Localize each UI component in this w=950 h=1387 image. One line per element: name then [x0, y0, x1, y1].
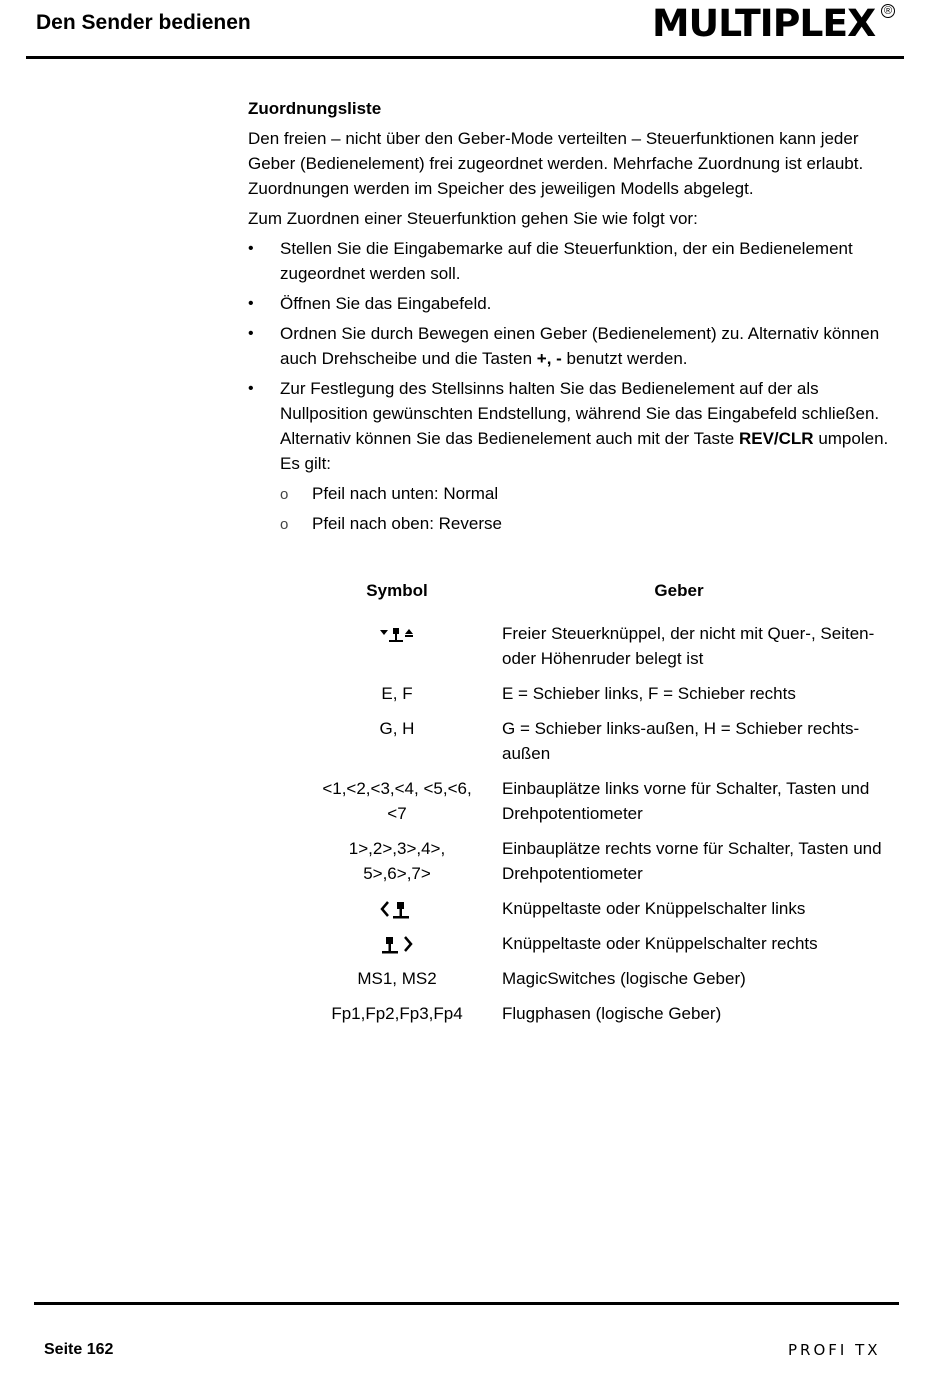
product-name: PROFI TX — [788, 1341, 881, 1359]
description-cell: Freier Steuerknüppel, der nicht mit Quer-, Seiten- oder Höhenruder belegt ist — [502, 624, 875, 668]
direction-item: o Pfeil nach oben: Reverse — [248, 511, 900, 536]
table-row — [320, 966, 890, 991]
symbol-cell: Fp1,Fp2,Fp3,Fp4 — [331, 1004, 463, 1023]
step-item: • Öffnen Sie das Eingabefeld. — [248, 291, 900, 316]
description-cell: G = Schieber links-außen, H = Schieber rechts-außen — [502, 719, 860, 763]
step-text: benutzt werden. — [561, 349, 688, 368]
page-number: Seite 162 — [44, 1341, 114, 1358]
steps-list — [248, 236, 900, 476]
symbol-cell: G, H — [379, 719, 415, 738]
symbol-cell: <1,<2,<3,<4, <5,<6,<7 — [322, 779, 472, 823]
steps-intro: Zum Zuordnen einer Steuerfunktion gehen Sie wie folgt vor: — [248, 209, 698, 228]
section-title: Zuordnungsliste — [248, 99, 382, 118]
page-header-title: Den Sender bedienen — [36, 11, 251, 34]
description-cell: E = Schieber links, F = Schieber rechts — [502, 684, 796, 703]
symbol-cell — [320, 621, 474, 671]
header-rule — [26, 56, 904, 59]
table-row — [320, 681, 890, 706]
key-label: REV/CLR — [738, 429, 814, 448]
brand-logo: MULTIPLEX — [652, 2, 876, 45]
table-row — [320, 896, 890, 921]
symbol-cell — [320, 896, 474, 921]
table-row — [320, 621, 890, 671]
description-cell: Einbauplätze rechts vorne für Schalter, Tasten und Drehpotentiometer — [502, 839, 882, 883]
description-cell: Knüppeltaste oder Knüppelschalter rechts — [502, 934, 818, 953]
symbol-cell: MS1, MS2 — [357, 969, 437, 988]
header-symbol: Symbol — [366, 581, 428, 600]
stick-button-left-icon — [380, 899, 414, 921]
symbol-cell: 1>,2>,3>,4>, 5>,6>,7> — [348, 839, 446, 883]
description-cell: Einbauplätze links vorne für Schalter, Tasten und Drehpotentiometer — [502, 779, 870, 823]
step-item — [248, 376, 900, 476]
table-row — [320, 1001, 890, 1026]
direction-item: o Pfeil nach unten: Normal — [248, 481, 900, 506]
description-cell: Flugphasen (logische Geber) — [502, 1004, 722, 1023]
geber-table — [320, 578, 890, 1036]
table-row — [320, 716, 890, 766]
header-geber: Geber — [654, 581, 704, 600]
step-text: umpolen. Es gilt: — [280, 429, 889, 473]
step-item — [248, 321, 900, 371]
table-row — [320, 931, 890, 956]
step-item: • Stellen Sie die Eingabemarke auf die Steuerfunktion, der ein Bedienelement zugeordnet werden soll. — [248, 236, 900, 286]
main-content — [248, 96, 900, 541]
key-label: +, - — [536, 349, 562, 368]
free-stick-icon — [379, 625, 415, 645]
table-row — [320, 836, 890, 886]
step-text: Zur Festlegung des Stellsinns halten Sie das Bedienelement auf der als Nullposition gewünschten Endstellung, während Sie das Eingabefeld schließen. Alternativ können Sie das Bedienelement auch mit der Taste — [280, 379, 880, 448]
stick-button-right-icon — [380, 934, 414, 956]
footer-rule — [34, 1302, 899, 1305]
description-cell: Knüppeltaste oder Knüppelschalter links — [502, 899, 806, 918]
symbol-cell — [320, 931, 474, 956]
direction-list — [248, 481, 900, 536]
registered-mark: ® — [881, 4, 895, 18]
symbol-cell: E, F — [381, 684, 413, 703]
intro-paragraph: Den freien – nicht über den Geber-Mode verteilten – Steuerfunktionen kann jeder Geber (Bedienelement) frei zugeordnet werden. Mehrfache Zuordnung ist erlaubt. Zuordnungen werden im Speicher des jeweiligen Modells abgelegt. — [248, 129, 864, 198]
step-text: Ordnen Sie durch Bewegen einen Geber (Bedienelement) zu. Alternativ können auch Drehscheibe und die Tasten — [280, 324, 880, 368]
description-cell: MagicSwitches (logische Geber) — [502, 969, 746, 988]
table-row — [320, 776, 890, 826]
table-header — [320, 578, 890, 603]
